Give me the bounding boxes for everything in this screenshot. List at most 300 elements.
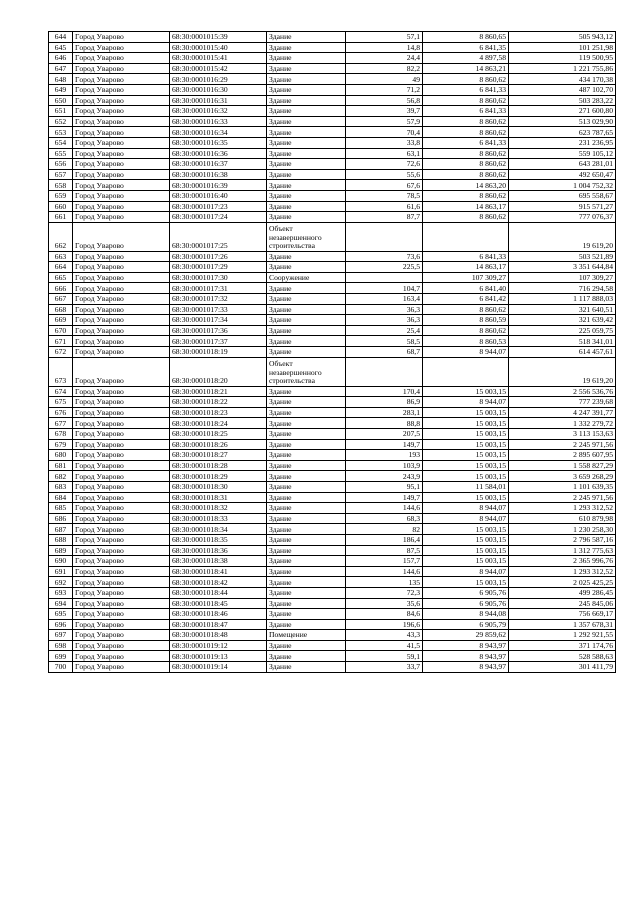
cadastral-value-cell: 301 411,79	[509, 662, 616, 673]
object-type-cell: Здание	[267, 397, 346, 408]
row-number: 698	[49, 640, 73, 651]
unit-value-cell: 8 944,07	[423, 397, 509, 408]
row-number: 663	[49, 251, 73, 262]
area-cell: 104,7	[346, 283, 423, 294]
cadastral-value-cell: 505 943,12	[509, 32, 616, 43]
area-cell: 283,1	[346, 407, 423, 418]
object-type-cell: Здание	[267, 460, 346, 471]
area-cell: 82,2	[346, 63, 423, 74]
area-cell: 193	[346, 450, 423, 461]
row-number: 686	[49, 513, 73, 524]
area-cell: 207,5	[346, 429, 423, 440]
municipality-cell: Город Уварово	[73, 127, 170, 138]
municipality-cell: Город Уварово	[73, 566, 170, 577]
row-number: 649	[49, 84, 73, 95]
unit-value-cell: 8 860,62	[423, 74, 509, 85]
row-number: 654	[49, 137, 73, 148]
cadastral-value-cell: 19 619,20	[509, 222, 616, 251]
table-row	[49, 212, 616, 223]
unit-value-cell: 8 860,53	[423, 336, 509, 347]
municipality-cell: Город Уварово	[73, 587, 170, 598]
cadastral-number-cell: 68:30:0001018:33	[170, 513, 267, 524]
municipality-cell: Город Уварово	[73, 84, 170, 95]
table-row	[49, 651, 616, 662]
row-number: 683	[49, 481, 73, 492]
area-cell: 196,6	[346, 619, 423, 630]
municipality-cell: Город Уварово	[73, 407, 170, 418]
cadastral-number-cell: 68:30:0001017:23	[170, 201, 267, 212]
object-type-cell: Здание	[267, 148, 346, 159]
table-row	[49, 222, 616, 251]
object-type-cell: Здание	[267, 566, 346, 577]
area-cell: 72,6	[346, 159, 423, 170]
table-row	[49, 251, 616, 262]
area-cell: 57,9	[346, 116, 423, 127]
cadastral-number-cell: 68:30:0001018:28	[170, 460, 267, 471]
unit-value-cell: 15 003,15	[423, 418, 509, 429]
unit-value-cell: 14 863,20	[423, 180, 509, 191]
object-type-cell: Здание	[267, 190, 346, 201]
row-number: 691	[49, 566, 73, 577]
table-row	[49, 492, 616, 503]
table-row	[49, 662, 616, 673]
object-type-cell: Здание	[267, 429, 346, 440]
area-cell: 95,1	[346, 481, 423, 492]
municipality-cell: Город Уварово	[73, 347, 170, 358]
area-cell	[346, 222, 423, 251]
cadastral-value-cell: 1 332 279,72	[509, 418, 616, 429]
object-type-cell: Здание	[267, 84, 346, 95]
table-row	[49, 283, 616, 294]
object-type-cell: Здание	[267, 439, 346, 450]
cadastral-value-cell: 716 294,58	[509, 283, 616, 294]
cadastral-value-cell: 231 236,95	[509, 137, 616, 148]
unit-value-cell: 8 860,62	[423, 148, 509, 159]
table-row	[49, 640, 616, 651]
row-number: 659	[49, 190, 73, 201]
area-cell: 33,8	[346, 137, 423, 148]
cadastral-value-cell: 503 521,89	[509, 251, 616, 262]
cadastral-number-cell: 68:30:0001018:24	[170, 418, 267, 429]
object-type-cell: Здание	[267, 32, 346, 43]
object-type-cell: Здание	[267, 42, 346, 53]
unit-value-cell: 15 003,15	[423, 545, 509, 556]
row-number: 685	[49, 503, 73, 514]
cadastral-value-cell: 1 004 752,32	[509, 180, 616, 191]
table-row	[49, 106, 616, 117]
cadastral-value-cell: 610 879,98	[509, 513, 616, 524]
unit-value-cell: 15 003,15	[423, 556, 509, 567]
unit-value-cell: 15 003,15	[423, 524, 509, 535]
cadastral-number-cell: 68:30:0001018:36	[170, 545, 267, 556]
table-row	[49, 42, 616, 53]
municipality-cell: Город Уварово	[73, 304, 170, 315]
cadastral-number-cell: 68:30:0001018:21	[170, 386, 267, 397]
object-type-cell: Здание	[267, 481, 346, 492]
unit-value-cell: 14 863,17	[423, 201, 509, 212]
area-cell	[346, 357, 423, 386]
row-number: 676	[49, 407, 73, 418]
object-type-cell: Здание	[267, 513, 346, 524]
table-row	[49, 325, 616, 336]
cadastral-value-cell: 2 025 425,25	[509, 577, 616, 588]
object-type-cell: Здание	[267, 201, 346, 212]
cadastral-value-cell: 499 286,45	[509, 587, 616, 598]
area-cell: 135	[346, 577, 423, 588]
cadastral-value-cell: 4 247 391,77	[509, 407, 616, 418]
municipality-cell: Город Уварово	[73, 662, 170, 673]
row-number: 684	[49, 492, 73, 503]
area-cell: 186,4	[346, 534, 423, 545]
object-type-cell: Здание	[267, 640, 346, 651]
cadastral-value-cell: 756 669,17	[509, 609, 616, 620]
cadastral-number-cell: 68:30:0001018:44	[170, 587, 267, 598]
row-number: 662	[49, 222, 73, 251]
table-row	[49, 439, 616, 450]
row-number: 689	[49, 545, 73, 556]
municipality-cell: Город Уварово	[73, 95, 170, 106]
municipality-cell: Город Уварово	[73, 336, 170, 347]
row-number: 692	[49, 577, 73, 588]
municipality-cell: Город Уварово	[73, 106, 170, 117]
row-number: 682	[49, 471, 73, 482]
cadastral-value-cell: 559 105,12	[509, 148, 616, 159]
object-type-cell: Здание	[267, 283, 346, 294]
area-cell: 36,3	[346, 304, 423, 315]
cadastral-value-cell: 1 292 921,55	[509, 630, 616, 641]
object-type-cell: Здание	[267, 386, 346, 397]
municipality-cell: Город Уварово	[73, 640, 170, 651]
area-cell	[346, 272, 423, 283]
cadastral-value-cell: 271 600,80	[509, 106, 616, 117]
object-type-cell: Здание	[267, 262, 346, 273]
cadastral-number-cell: 68:30:0001017:30	[170, 272, 267, 283]
object-type-cell: Здание	[267, 619, 346, 630]
unit-value-cell: 8 860,62	[423, 304, 509, 315]
cadastral-value-cell: 2 796 587,16	[509, 534, 616, 545]
table-row	[49, 577, 616, 588]
area-cell: 43,3	[346, 630, 423, 641]
unit-value-cell: 6 905,79	[423, 619, 509, 630]
cadastral-number-cell: 68:30:0001016:38	[170, 169, 267, 180]
area-cell: 25,4	[346, 325, 423, 336]
municipality-cell: Город Уварово	[73, 386, 170, 397]
row-number: 697	[49, 630, 73, 641]
municipality-cell: Город Уварово	[73, 439, 170, 450]
unit-value-cell: 15 003,15	[423, 460, 509, 471]
row-number: 648	[49, 74, 73, 85]
area-cell: 163,4	[346, 294, 423, 305]
municipality-cell: Город Уварово	[73, 201, 170, 212]
cadastral-number-cell: 68:30:0001015:41	[170, 53, 267, 64]
area-cell: 72,3	[346, 587, 423, 598]
row-number: 674	[49, 386, 73, 397]
table-row	[49, 84, 616, 95]
table-row	[49, 63, 616, 74]
object-type-cell: Здание	[267, 127, 346, 138]
object-type-cell: Здание	[267, 325, 346, 336]
object-type-cell: Здание	[267, 315, 346, 326]
cadastral-number-cell: 68:30:0001018:42	[170, 577, 267, 588]
municipality-cell: Город Уварово	[73, 116, 170, 127]
row-number: 664	[49, 262, 73, 273]
object-type-cell: Здание	[267, 106, 346, 117]
object-type-cell: Здание	[267, 534, 346, 545]
row-number: 665	[49, 272, 73, 283]
cadastral-value-cell: 915 571,27	[509, 201, 616, 212]
row-number: 678	[49, 429, 73, 440]
municipality-cell: Город Уварово	[73, 315, 170, 326]
cadastral-value-cell: 321 640,51	[509, 304, 616, 315]
municipality-cell: Город Уварово	[73, 180, 170, 191]
municipality-cell: Город Уварово	[73, 53, 170, 64]
municipality-cell: Город Уварово	[73, 159, 170, 170]
row-number: 669	[49, 315, 73, 326]
municipality-cell: Город Уварово	[73, 598, 170, 609]
area-cell: 84,6	[346, 609, 423, 620]
area-cell: 36,3	[346, 315, 423, 326]
table-row	[49, 556, 616, 567]
table-row	[49, 609, 616, 620]
cadastral-number-cell: 68:30:0001018:27	[170, 450, 267, 461]
table-body	[49, 32, 616, 673]
object-type-cell: Здание	[267, 598, 346, 609]
row-number: 650	[49, 95, 73, 106]
table-row	[49, 272, 616, 283]
table-row	[49, 159, 616, 170]
municipality-cell: Город Уварово	[73, 397, 170, 408]
object-type-cell: Здание	[267, 492, 346, 503]
cadastral-value-cell: 1 117 888,03	[509, 294, 616, 305]
table-row	[49, 190, 616, 201]
municipality-cell: Город Уварово	[73, 556, 170, 567]
row-number: 652	[49, 116, 73, 127]
area-cell: 24,4	[346, 53, 423, 64]
area-cell: 73,6	[346, 251, 423, 262]
cadastral-number-cell: 68:30:0001017:26	[170, 251, 267, 262]
table-row	[49, 471, 616, 482]
table-row	[49, 513, 616, 524]
table-row	[49, 169, 616, 180]
object-type-cell: Здание	[267, 116, 346, 127]
row-number: 660	[49, 201, 73, 212]
area-cell: 87,7	[346, 212, 423, 223]
cadastral-value-cell: 101 251,98	[509, 42, 616, 53]
unit-value-cell: 15 003,15	[423, 492, 509, 503]
unit-value-cell: 8 860,65	[423, 32, 509, 43]
area-cell: 39,7	[346, 106, 423, 117]
cadastral-value-cell: 518 341,01	[509, 336, 616, 347]
table-row	[49, 566, 616, 577]
municipality-cell: Город Уварово	[73, 503, 170, 514]
area-cell: 88,8	[346, 418, 423, 429]
object-type-cell: Здание	[267, 212, 346, 223]
area-cell: 170,4	[346, 386, 423, 397]
area-cell: 63,1	[346, 148, 423, 159]
row-number: 653	[49, 127, 73, 138]
row-number: 693	[49, 587, 73, 598]
object-type-cell: Здание	[267, 74, 346, 85]
cadastral-value-cell: 503 283,22	[509, 95, 616, 106]
unit-value-cell: 14 863,21	[423, 63, 509, 74]
cadastral-number-cell: 68:30:0001016:36	[170, 148, 267, 159]
row-number: 673	[49, 357, 73, 386]
cadastral-value-cell: 3 659 268,29	[509, 471, 616, 482]
cadastral-number-cell: 68:30:0001018:25	[170, 429, 267, 440]
municipality-cell: Город Уварово	[73, 619, 170, 630]
cadastral-value-cell: 2 895 607,95	[509, 450, 616, 461]
unit-value-cell: 8 944,07	[423, 347, 509, 358]
unit-value-cell: 8 860,62	[423, 169, 509, 180]
table-row	[49, 347, 616, 358]
area-cell: 86,9	[346, 397, 423, 408]
table-row	[49, 262, 616, 273]
municipality-cell: Город Уварово	[73, 294, 170, 305]
cadastral-number-cell: 68:30:0001019:13	[170, 651, 267, 662]
municipality-cell: Город Уварово	[73, 325, 170, 336]
unit-value-cell: 8 860,62	[423, 325, 509, 336]
area-cell: 243,9	[346, 471, 423, 482]
area-cell: 149,7	[346, 492, 423, 503]
table-row	[49, 598, 616, 609]
unit-value-cell: 8 860,62	[423, 190, 509, 201]
object-type-cell: Здание	[267, 95, 346, 106]
municipality-cell: Город Уварово	[73, 251, 170, 262]
table-row	[49, 587, 616, 598]
object-type-cell: Здание	[267, 53, 346, 64]
municipality-cell: Город Уварово	[73, 74, 170, 85]
area-cell: 58,5	[346, 336, 423, 347]
unit-value-cell: 6 841,40	[423, 283, 509, 294]
cadastral-value-cell: 1 312 775,63	[509, 545, 616, 556]
object-type-cell: Объект незавершенного строительства	[267, 222, 346, 251]
row-number: 661	[49, 212, 73, 223]
cadastral-number-cell: 68:30:0001018:38	[170, 556, 267, 567]
unit-value-cell: 8 943,97	[423, 662, 509, 673]
table-row	[49, 534, 616, 545]
object-type-cell: Здание	[267, 304, 346, 315]
row-number: 688	[49, 534, 73, 545]
municipality-cell: Город Уварово	[73, 42, 170, 53]
municipality-cell: Город Уварово	[73, 651, 170, 662]
cadastral-number-cell: 68:30:0001018:30	[170, 481, 267, 492]
table-row	[49, 127, 616, 138]
cadastral-value-cell: 3 351 644,84	[509, 262, 616, 273]
object-type-cell: Здание	[267, 503, 346, 514]
table-row	[49, 503, 616, 514]
area-cell: 33,7	[346, 662, 423, 673]
cadastral-number-cell: 68:30:0001015:39	[170, 32, 267, 43]
row-number: 695	[49, 609, 73, 620]
cadastral-number-cell: 68:30:0001016:33	[170, 116, 267, 127]
unit-value-cell: 29 859,62	[423, 630, 509, 641]
unit-value-cell: 8 944,08	[423, 609, 509, 620]
cadastral-number-cell: 68:30:0001016:29	[170, 74, 267, 85]
cadastral-number-cell: 68:30:0001018:46	[170, 609, 267, 620]
area-cell: 82	[346, 524, 423, 535]
cadastral-number-cell: 68:30:0001018:32	[170, 503, 267, 514]
cadastral-number-cell: 68:30:0001018:41	[170, 566, 267, 577]
unit-value-cell: 6 841,33	[423, 84, 509, 95]
table-row	[49, 53, 616, 64]
object-type-cell: Сооружение	[267, 272, 346, 283]
cadastral-number-cell: 68:30:0001018:35	[170, 534, 267, 545]
table-row	[49, 201, 616, 212]
unit-value-cell: 6 841,33	[423, 251, 509, 262]
cadastral-number-cell: 68:30:0001016:40	[170, 190, 267, 201]
unit-value-cell: 8 860,62	[423, 212, 509, 223]
cadastral-value-cell: 2 245 971,56	[509, 492, 616, 503]
table-row	[49, 630, 616, 641]
cadastral-number-cell: 68:30:0001018:45	[170, 598, 267, 609]
unit-value-cell: 8 860,62	[423, 116, 509, 127]
cadastral-value-cell: 2 365 996,76	[509, 556, 616, 567]
row-number: 696	[49, 619, 73, 630]
area-cell: 14,8	[346, 42, 423, 53]
object-type-cell: Здание	[267, 609, 346, 620]
row-number: 651	[49, 106, 73, 117]
area-cell: 70,4	[346, 127, 423, 138]
cadastral-number-cell: 68:30:0001015:42	[170, 63, 267, 74]
area-cell: 55,6	[346, 169, 423, 180]
unit-value-cell: 6 841,33	[423, 106, 509, 117]
unit-value-cell: 15 003,15	[423, 534, 509, 545]
table-row	[49, 460, 616, 471]
municipality-cell: Город Уварово	[73, 460, 170, 471]
municipality-cell: Город Уварово	[73, 212, 170, 223]
unit-value-cell: 107 309,27	[423, 272, 509, 283]
object-type-cell: Здание	[267, 169, 346, 180]
object-type-cell: Здание	[267, 450, 346, 461]
unit-value-cell: 15 003,15	[423, 386, 509, 397]
row-number: 675	[49, 397, 73, 408]
unit-value-cell: 8 860,62	[423, 159, 509, 170]
cadastral-number-cell: 68:30:0001017:31	[170, 283, 267, 294]
unit-value-cell: 15 003,15	[423, 577, 509, 588]
cadastral-number-cell: 68:30:0001017:34	[170, 315, 267, 326]
object-type-cell: Здание	[267, 418, 346, 429]
object-type-cell: Здание	[267, 471, 346, 482]
table-row	[49, 294, 616, 305]
cadastral-number-cell: 68:30:0001018:23	[170, 407, 267, 418]
object-type-cell: Здание	[267, 662, 346, 673]
object-type-cell: Здание	[267, 545, 346, 556]
cadastral-value-cell: 777 076,37	[509, 212, 616, 223]
cadastral-number-cell: 68:30:0001018:34	[170, 524, 267, 535]
cadastral-number-cell: 68:30:0001016:37	[170, 159, 267, 170]
table-row	[49, 450, 616, 461]
unit-value-cell: 15 003,15	[423, 471, 509, 482]
table-row	[49, 116, 616, 127]
table-row	[49, 429, 616, 440]
municipality-cell: Город Уварово	[73, 357, 170, 386]
municipality-cell: Город Уварово	[73, 137, 170, 148]
object-type-cell: Здание	[267, 63, 346, 74]
area-cell: 68,7	[346, 347, 423, 358]
area-cell: 149,7	[346, 439, 423, 450]
table-row	[49, 524, 616, 535]
object-type-cell: Здание	[267, 524, 346, 535]
municipality-cell: Город Уварово	[73, 272, 170, 283]
row-number: 656	[49, 159, 73, 170]
row-number: 700	[49, 662, 73, 673]
area-cell: 71,2	[346, 84, 423, 95]
cadastral-number-cell: 68:30:0001018:19	[170, 347, 267, 358]
row-number: 679	[49, 439, 73, 450]
unit-value-cell: 15 003,15	[423, 429, 509, 440]
unit-value-cell: 6 841,33	[423, 137, 509, 148]
area-cell: 61,6	[346, 201, 423, 212]
